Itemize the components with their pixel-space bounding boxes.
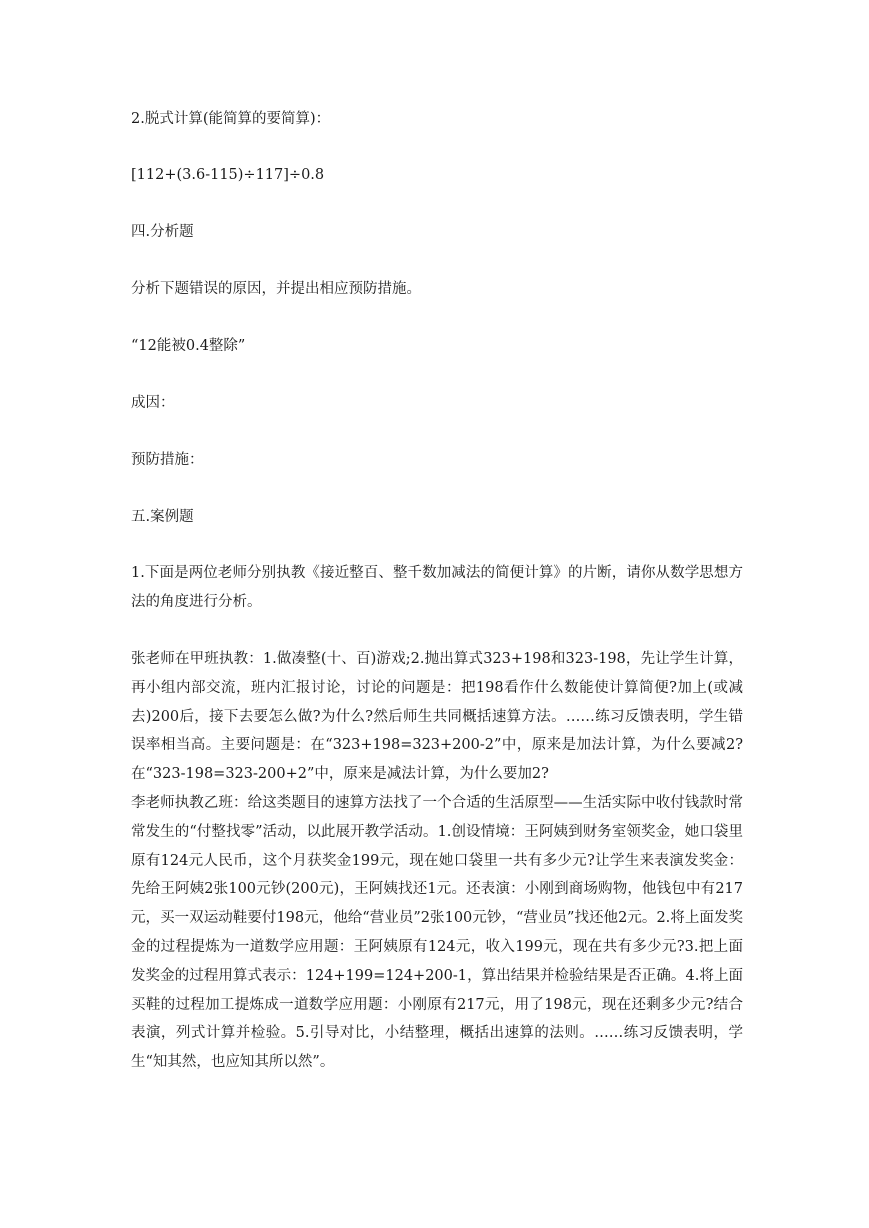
prevention-label: 预防措施：: [131, 452, 204, 468]
section-5-title: 五.案例题: [131, 509, 194, 525]
question-2-expression: [112+(3.6-115)÷117]÷0.8: [131, 167, 325, 183]
teacher-zhang-paragraph: 张老师在甲班执教：1.做凑整(十、百)游戏;2.抛出算式323+198和323-198，先让学生计算，再小组内部交流，班内汇报讨论，讨论的问题是：把198看作什么数能使计算简便?加上(或减去)200后，接下去要怎么做?为什么?然后师生共同概括速算方法。……练习反馈表明，学生错误率相当高。主要问题是：在“323+198=323+200-2”中，原来是加法计算，为什么要减2?在“323-198=323-200+2”中，原来是减法计算，为什么要加2?: [131, 651, 743, 783]
section-4-statement: “12能被0.4整除”: [131, 338, 246, 354]
question-2-heading: 2.脱式计算(能简算的要简算)：: [131, 111, 331, 127]
teacher-li-paragraph: 李老师执教乙班：给这类题目的速算方法找了一个合适的生活原型——生活实际中收付钱款时常常发生的“付整找零”活动，以此展开教学活动。1.创设情境：王阿姨到财务室领奖金，她口袋里原有124元人民币，这个月获奖金199元，现在她口袋里一共有多少元?让学生来表演发奖金：先给王阿姨2张100元钞(200元)，王阿姨找还1元。还表演：小刚到商场购物，他钱包中有217元，买一双运动鞋要付198元，他给“营业员”2张100元钞，“营业员”找还他2元。2.将上面发奖金的过程提炼为一道数学应用题：王阿姨原有124元，收入199元，现在共有多少元?3.把上面发奖金的过程用算式表示：124+199=124+200-1，算出结果并检验结果是否正确。4.将上面买鞋的过程加工提炼成一道数学应用题：小刚原有217元，用了198元，现在还剩多少元?结合表演，列式计算并检验。5.引导对比，小结整理，概括出速算的法则。……练习反馈表明，学生“知其然，也应知其所以然”。: [131, 795, 743, 1071]
cause-label: 成因：: [131, 395, 175, 411]
section-4-title: 四.分析题: [131, 224, 194, 240]
case-1-intro: 1.下面是两位老师分别执教《接近整百、整千数加减法的简便计算》的片断，请你从数学思想方法的角度进行分析。: [131, 565, 743, 610]
section-4-instruction: 分析下题错误的原因，并提出相应预防措施。: [131, 281, 421, 297]
